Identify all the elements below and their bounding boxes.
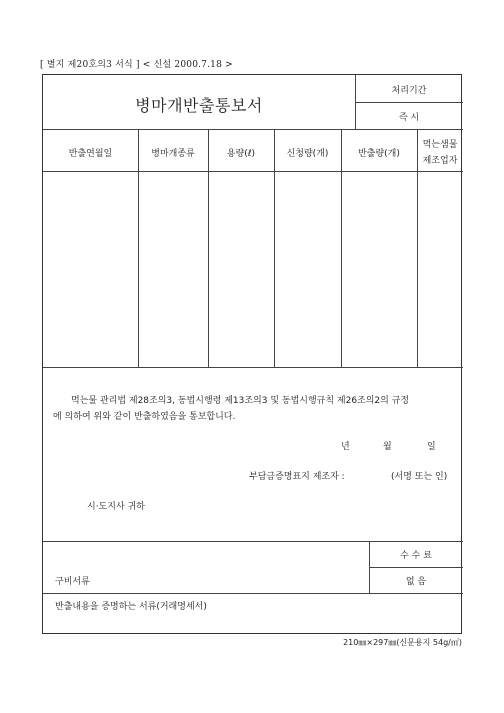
notice-form bbox=[42, 74, 462, 634]
signer-sign: (서명 또는 인) bbox=[391, 472, 448, 482]
col-manufacturer-line2: 제조업자 bbox=[422, 156, 458, 166]
col-export-date: 반출연월일 bbox=[68, 149, 113, 159]
processing-period-label: 처리기간 bbox=[391, 86, 427, 96]
required-docs-label: 구비서류 bbox=[55, 577, 90, 587]
required-docs-item: 반출내용을 증명하는 서류(거래명세서) bbox=[55, 602, 207, 612]
fee-label: 수 수 료 bbox=[400, 551, 432, 561]
col-exported-qty: 반출량(개) bbox=[358, 149, 400, 159]
signer-label: 부담금증명표지 제조자 : bbox=[249, 472, 345, 482]
col-capacity: 용량(ℓ) bbox=[226, 149, 256, 159]
date-year: 년 bbox=[341, 442, 350, 452]
fee-value: 없 음 bbox=[405, 577, 427, 587]
col-cap-type: 병마개종류 bbox=[151, 149, 195, 159]
processing-period-value: 즉 시 bbox=[398, 113, 420, 123]
form-number-note: [ 별지 제20호의3 서식 ] < 신설 2000.7.18 > bbox=[40, 60, 233, 70]
date-day: 일 bbox=[427, 442, 436, 452]
statement-line-1: 먹는물 관리법 제28조의3, 동법시행령 제13조의3 및 동법시행규칙 제26조의2의 규정 bbox=[71, 396, 410, 406]
col-manufacturer-line1: 먹는샘물 bbox=[422, 140, 458, 150]
statement-line-2: 에 의하여 위와 같이 반출하였음을 통보합니다. bbox=[53, 412, 236, 422]
paper-size-note: 210㎜×297㎜(신문용지 54g/㎡) bbox=[343, 638, 462, 647]
recipient: 시·도지사 귀하 bbox=[87, 502, 145, 512]
form-title: 병마개반출통보서 bbox=[135, 96, 263, 115]
col-requested-qty: 신청량(개) bbox=[286, 149, 329, 159]
date-month: 월 bbox=[383, 442, 392, 452]
